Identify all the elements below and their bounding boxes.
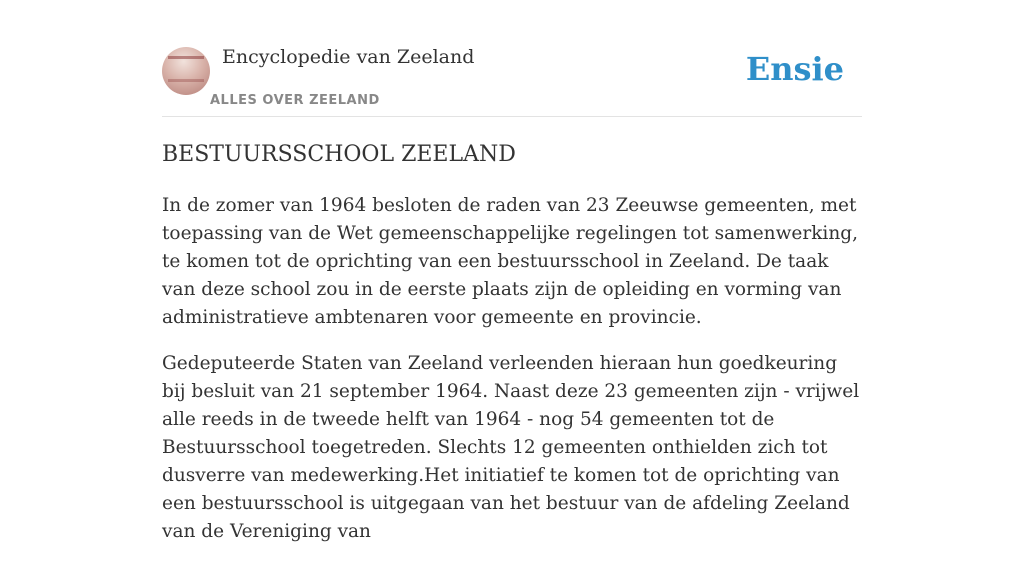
site-header — [162, 0, 862, 117]
article-paragraph: Gedeputeerde Staten van Zeeland verleenden hieraan hun goedkeuring bij besluit van 21 september 1964. Naast deze 23 gemeenten zijn - vrijwel alle reeds in de tweede helft van 1964 - nog 54 gemeenten tot de Bestuursschool toegetreden. Slechts 12 gemeenten onthielden zich tot dusverre van medewerking.Het initiatief te komen tot de oprichting van een bestuursschool is uitgegaan van het bestuur van de afdeling Zeeland van de Vereniging van — [162, 353, 860, 542]
site-tagline: ALLES OVER ZEELAND — [210, 93, 380, 108]
site-title[interactable]: Encyclopedie van Zeeland — [222, 46, 475, 68]
book-avatar-icon[interactable] — [162, 47, 210, 95]
page-container — [162, 0, 862, 542]
article-title: BESTUURSSCHOOL ZEELAND — [162, 142, 516, 167]
article-body — [162, 192, 862, 564]
article-paragraph: In de zomer van 1964 besloten de raden van 23 Zeeuwse gemeenten, met toepassing van de Wet gemeenschappelijke regelingen tot samenwerking, te komen tot de oprichting van een bestuursschool in Zeeland. De taak van deze school zou in de eerste plaats zijn de opleiding en vorming van administratieve ambtenaren voor gemeente en provincie. — [162, 195, 858, 328]
ensie-logo-link[interactable]: Ensie — [745, 50, 844, 88]
